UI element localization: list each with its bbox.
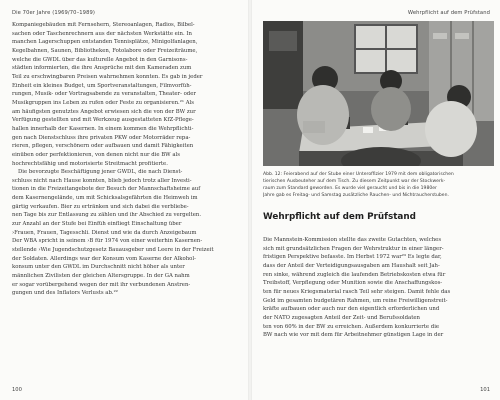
text-line: Einheit ein kleines Budget, um Sportveranstaltungen, Filmvorfüh- — [12, 82, 192, 89]
text-line: Verfügung gestellten und mit Werkzeug ausgestatteten KfZ-Pflege- — [12, 117, 194, 124]
text-line: Kompaniegebäuden mit Fernsehern, Stereoanlagen, Radios, Bilbel- — [12, 22, 195, 28]
section-heading: Wehrpflicht auf dem Prüfstand — [263, 212, 416, 222]
text-line: schluss nicht nach Hause konnten, blieb jedoch trotz aller Investi- — [12, 177, 192, 184]
text-line: nen Tage bis zur Entlassung zu zählen und ihr Abschied zu vergelten. — [12, 212, 202, 219]
text-line: BW nach wie vor mit dem für Arbeitnehmer günstigen Lage in der — [263, 332, 444, 339]
text-line: ren sinke, während zugleich die laufenden Betriebskosten etwa für — [263, 271, 446, 278]
paragraph-first-line: Die bevorzugte Beschäftigung jener GWDL, die nach Dienst- — [18, 169, 183, 176]
text-line: gärtig verkaufen. Bier zu ertränken und sich dabei die verbliebe- — [12, 203, 189, 210]
text-line: tionen in die Freizeitangebote der Besuch der Mannschaftsheime auf — [12, 186, 201, 193]
text-line: welche die GWDL über das kulturelle Angebot in den Garnisons- — [12, 56, 188, 63]
text-line: sachen oder Taschenrechnern aus der nächsten Werkstätte ein. In — [12, 30, 192, 37]
text-line: konsum unter den GWDL im Durchschnitt nicht höher als unter — [12, 264, 185, 271]
text-line: Musikgruppen ins Leben zu rufen oder Feste zu organisieren.²¹ Als — [12, 99, 195, 106]
text-line: gungen und des Inflators Verlusts ab.²² — [12, 290, 118, 297]
photo-caption — [263, 171, 493, 199]
text-line: zur Anzahl an der Stufe bei Einfüh einfliegt Einschaltung über — [12, 221, 182, 228]
barracks-photo — [263, 21, 494, 166]
right-page-number: 101 — [480, 387, 490, 393]
text-line: kräfte aufbauen oder auch nur den eigentlich erforderlichen und — [263, 306, 440, 313]
text-line: einüben oder perfektionieren, von denen nicht nur die BW als — [12, 151, 181, 158]
barracks-photo-image — [263, 21, 494, 166]
text-line: städten informierten, die ihre Ansprüche mit den Kameraden zum — [12, 65, 192, 72]
text-line: dem Kasernengelände, um mit Schicksalsgefährten die Heimweh im — [12, 195, 198, 202]
caption-line: raum zum Standard geworden. Es wurde viel geraucht und bis in die 1980er — [263, 186, 437, 192]
text-line: gen nach Dienstschluss ihre privaten PKW oder Motorräder repa- — [12, 134, 191, 141]
caption-line: Abb. 12: Feierabend auf der Stube einer Unteroffizier 1979 mit dem obligatorischen — [263, 172, 454, 177]
right-body-text — [263, 236, 491, 340]
text-line: rieren, pflegen, verschönern oder aufbauen und damit Fähigkeiten — [12, 143, 194, 150]
text-line: der NATO zugesagten Anteil der Zeit- und Berufssoldaten — [263, 314, 420, 321]
text-line: Die Mannstein-Kommission stellte das zweite Gutachten, welches — [263, 237, 442, 243]
text-line: stellende ›Wie Jugendschutzgesetz Bauausgeber und Leere in der Freizeit — [12, 247, 214, 254]
right-running-head: Wehrpflicht auf dem Prüfstand — [407, 10, 490, 16]
text-line: Geld im gesamten budgetären Rahmen, um reine Freiwilligenstreit- — [263, 297, 448, 304]
text-line: fristigen Perspektive befasste. Im Herbst 1972 war²³ Es legte dar, — [263, 254, 442, 261]
caption-line: tierischen Ausbeuteher auf dem Tisch. Zu diesem Zeitpunkt war der Stockwerk- — [263, 179, 446, 185]
text-line: rungen, Musik- oder Vortragsabende zu veranstalten, Theater- oder — [12, 91, 196, 98]
text-line: männlichen Zivilisten der gleichen Altersgruppe. In der GA nahm — [12, 273, 190, 280]
left-page — [0, 0, 249, 400]
left-body-text — [12, 21, 237, 298]
text-line: ten für neues Kriegsmaterial rasch Teil sehr steigen. Damit fehle das — [263, 288, 451, 295]
left-page-number: 100 — [12, 387, 22, 393]
text-line: hallen innerhalb der Kasernen. In einem kommen die Wehrpflichti- — [12, 125, 194, 132]
text-line: ten von 60% in der BW zu erreichen. Außerdem konkurrierte die — [263, 323, 440, 330]
text-line: am häufigsten genutztes Angebot erwiesen sich die von der BW zur — [12, 108, 196, 115]
text-line: der Soldaten. Allerdings war der Konsum vom Kaserne der Alkohol- — [12, 255, 196, 262]
text-line: Treibstoff, Verpflegung oder Munition sowie die Anschaffungskos- — [263, 280, 443, 287]
caption-line: Jahre gab es Freitag- und Samstag zusätzliche Rauchen- und Nichtraucherstuben. — [263, 193, 449, 199]
right-page — [251, 0, 500, 400]
text-line: sich mit grundsätzlichen Fragen der Wehrstruktur in einer länger- — [263, 245, 444, 252]
text-line: ›Frauen, Frauen, Tagesschli. Dienst und wie da durch Anzeigebaum — [12, 229, 197, 236]
text-line: manchen Lagerschuppen entstanden Tennisplätze, Minigolfanlagen, — [12, 39, 198, 46]
text-line: Teil zu erschwingbaren Preisen wahrnehmen konnten. Es gab in jeder — [12, 73, 203, 80]
text-line: Kegelbahnen, Saunen, Bibliotheken, Fotolabore oder Freizeiträume, — [12, 47, 198, 54]
left-running-head: Die 70er Jahre (1969/70–1989) — [12, 10, 95, 16]
text-line: hochrechtsfähig und motorisierte Streitmacht profitierte. — [12, 160, 168, 167]
text-line: dass der Anteil der Verteidigungsausgaben am Haushalt seit Jah- — [263, 262, 440, 269]
text-line: Der WBA spricht in seinem ›B für 1974 von einer weiterhin Kasernen- — [12, 238, 203, 245]
text-line: er sogar vorübergehend wegen der mit ihr verbundenen Anstren- — [12, 281, 191, 288]
